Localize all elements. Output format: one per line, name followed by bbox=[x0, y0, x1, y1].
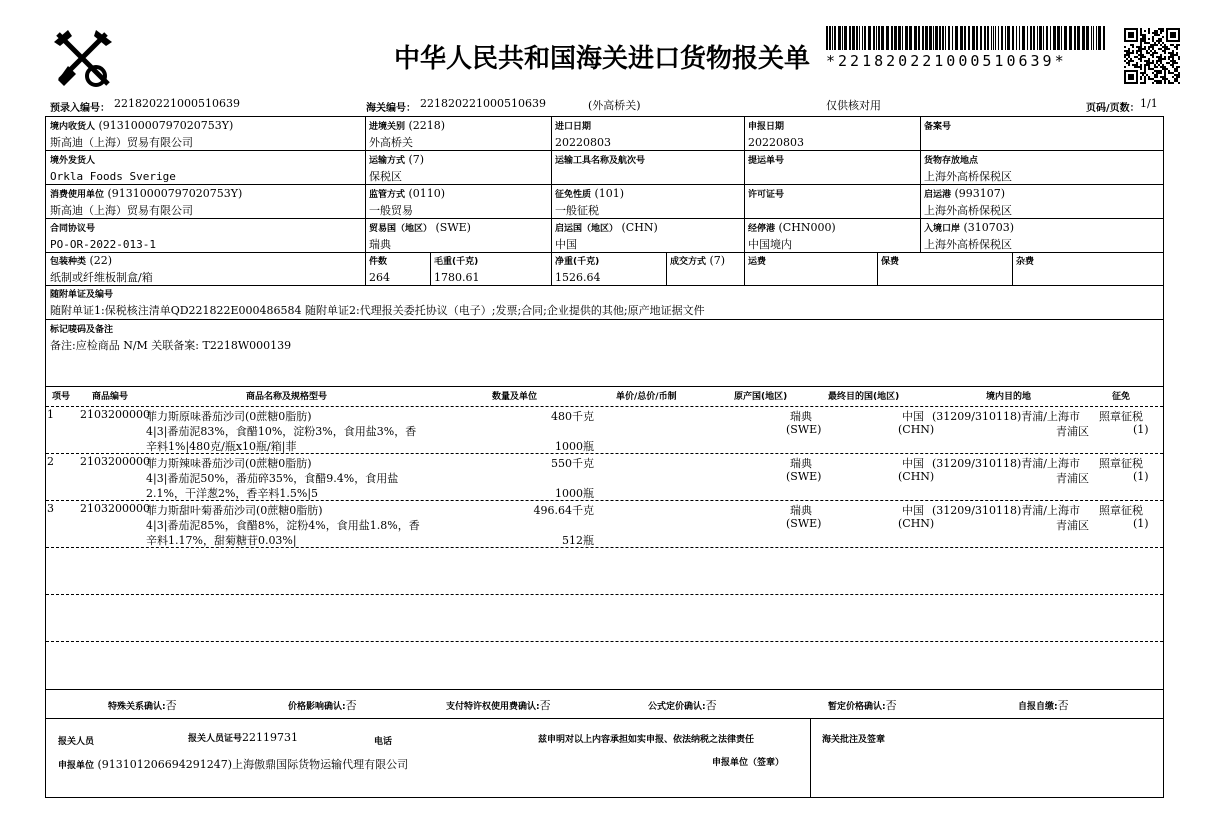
goods-row-qty: 496.64千克 bbox=[533, 504, 594, 517]
goods-row-dest: 中国 bbox=[902, 410, 924, 423]
barcode bbox=[826, 26, 1106, 50]
declarer-seal-label: 申报单位（签章） bbox=[712, 758, 785, 768]
vessel-label: 运输工具名称及航次号 bbox=[555, 156, 646, 166]
goods-header-dest: 最终目的国(地区) bbox=[828, 392, 900, 402]
customs-place: (外高桥关) bbox=[588, 99, 641, 112]
gross-value: 1780.61 bbox=[434, 271, 480, 284]
goods-row-dest: 中国 bbox=[902, 504, 924, 517]
trade-country-name: 瑞典 bbox=[369, 238, 391, 251]
goods-header-qty: 数量及单位 bbox=[492, 392, 538, 402]
insurance-label: 保费 bbox=[881, 257, 900, 267]
port-code: (2218) bbox=[408, 119, 446, 132]
goods-header-price: 单价/总价/币制 bbox=[616, 392, 677, 402]
goods-row-name: 菲力斯辣味番茄沙司(0蔗糖0脂肪) bbox=[146, 457, 312, 470]
origin-country-code: (CHN) bbox=[621, 221, 658, 234]
pack-name: 纸制或纤维板制盒/箱 bbox=[50, 271, 153, 284]
entry-port-label: 入境口岸 bbox=[924, 224, 961, 234]
goods-row-qty2: 1000瓶 bbox=[555, 440, 594, 453]
goods-row-domestic-district: 青浦区 bbox=[1056, 472, 1089, 485]
docs-value: 随附单证1:保税核注清单QD221822E000486584 随附单证2:代理报关委托协议（电子）;发票;合同;企业提供的其他;原产地证据文件 bbox=[50, 304, 705, 317]
goods-row-origin-code: (SWE) bbox=[786, 423, 822, 436]
barcode-text: *221820221000510639* bbox=[826, 52, 1067, 70]
confirm-special-relation: 特殊关系确认:否 bbox=[108, 699, 177, 712]
goods-row-origin-code: (SWE) bbox=[786, 470, 822, 483]
shipper-label: 境外发货人 bbox=[50, 156, 96, 166]
deal-label: 成交方式 bbox=[670, 257, 707, 267]
pieces-value: 264 bbox=[369, 271, 390, 284]
goods-row-dest-code: (CHN) bbox=[898, 470, 935, 483]
transport-name: 保税区 bbox=[369, 170, 402, 183]
goods-row-dest-code: (CHN) bbox=[898, 423, 935, 436]
shipper-name: Orkla Foods Sverige bbox=[50, 170, 176, 183]
declare-date-label: 申报日期 bbox=[748, 122, 785, 132]
consignee-label: 境内收货人 bbox=[50, 122, 96, 132]
goods-row-origin: 瑞典 bbox=[790, 504, 812, 517]
entry-port-name: 上海外高桥保税区 bbox=[924, 238, 1012, 251]
import-date: 20220803 bbox=[555, 136, 611, 149]
goods-row-levy: 照章征税 bbox=[1099, 504, 1143, 517]
license-label: 许可证号 bbox=[748, 190, 785, 200]
customs-no-label: 海关编号： bbox=[366, 103, 416, 114]
marks-label: 标记唛码及备注 bbox=[50, 325, 114, 335]
pieces-label: 件数 bbox=[369, 257, 388, 267]
entry-port-code: (310703) bbox=[963, 221, 1015, 234]
goods-row-spec-cont: 2.1%，干洋葱2%，香辛料1.5%|5 bbox=[146, 487, 319, 500]
goods-row-qty: 480千克 bbox=[551, 410, 594, 423]
goods-header-domestic: 境内目的地 bbox=[986, 392, 1032, 402]
confirm-price-impact: 价格影响确认:否 bbox=[288, 699, 357, 712]
levy-name: 一般征税 bbox=[555, 204, 599, 217]
declarant-label: 报关人员 bbox=[58, 737, 95, 747]
trade-country-code: (SWE) bbox=[435, 221, 471, 234]
supervision-code: (0110) bbox=[408, 187, 446, 200]
goods-row-spec-cont: 辛料1%|480克/瓶x10瓶/箱|菲 bbox=[146, 440, 297, 453]
pack-label: 包装种类 bbox=[50, 257, 87, 267]
page-value: 1/1 bbox=[1140, 97, 1158, 110]
misc-label: 杂费 bbox=[1016, 257, 1035, 267]
goods-header-origin: 原产国(地区) bbox=[734, 392, 788, 402]
goods-row-dest: 中国 bbox=[902, 457, 924, 470]
form-title: 中华人民共和国海关进口货物报关单 bbox=[394, 44, 811, 74]
goods-row-levy-code: (1) bbox=[1133, 517, 1149, 530]
phone-label: 电话 bbox=[374, 737, 393, 747]
user-code: (91310000797020753Y) bbox=[107, 187, 243, 200]
port-label: 进境关别 bbox=[369, 122, 406, 132]
transport-code: (7) bbox=[408, 153, 425, 166]
levy-label: 征免性质 bbox=[555, 190, 592, 200]
net-label: 净重(千克) bbox=[555, 257, 600, 267]
verify-only-note: 仅供核对用 bbox=[826, 99, 881, 112]
import-date-label: 进口日期 bbox=[555, 122, 592, 132]
net-value: 1526.64 bbox=[555, 271, 601, 284]
declarer-unit: 申报单位 (913101206694291247)上海傲鼎国际货物运输代理有限公司 bbox=[58, 758, 409, 771]
pack-code: (22) bbox=[89, 254, 113, 267]
transit-code: (CHN000) bbox=[778, 221, 836, 234]
goods-row-levy-code: (1) bbox=[1133, 423, 1149, 436]
transit-label: 经停港 bbox=[748, 224, 776, 234]
storage-label: 货物存放地点 bbox=[924, 156, 979, 166]
goods-row-dest-code: (CHN) bbox=[898, 517, 935, 530]
storage-value: 上海外高桥保税区 bbox=[924, 170, 1012, 183]
confirm-provisional-price: 暂定价格确认:否 bbox=[828, 699, 897, 712]
goods-row-spec: 4|3|番茄泥83%，食醋10%，淀粉3%，食用盐3%，香 bbox=[146, 425, 417, 438]
pre-entry-value: 221820221000510639 bbox=[114, 97, 240, 110]
goods-row-origin-code: (SWE) bbox=[786, 517, 822, 530]
origin-country-name: 中国 bbox=[555, 238, 577, 251]
transit-name: 中国境内 bbox=[748, 238, 792, 251]
confirm-self-declare: 自报自缴:否 bbox=[1018, 699, 1069, 712]
consignee-name: 斯高迪（上海）贸易有限公司 bbox=[50, 136, 193, 149]
qr-code bbox=[1124, 28, 1180, 84]
goods-row-origin: 瑞典 bbox=[790, 410, 812, 423]
goods-row-name: 菲力斯原味番茄沙司(0蔗糖0脂肪) bbox=[146, 410, 312, 423]
goods-row-code: 2103200000 bbox=[80, 455, 150, 468]
pre-entry-label: 预录入编号： bbox=[50, 103, 110, 114]
deal-code: (7) bbox=[709, 254, 726, 267]
consignee-code: (91310000797020753Y) bbox=[98, 119, 234, 132]
goods-row-code: 2103200000 bbox=[80, 502, 150, 515]
goods-row-qty2: 512瓶 bbox=[562, 534, 594, 547]
customs-emblem-logo bbox=[50, 28, 114, 90]
departure-label: 启运港 bbox=[924, 190, 952, 200]
contract-label: 合同协议号 bbox=[50, 224, 96, 234]
contract-value: PO-OR-2022-013-1 bbox=[50, 238, 156, 251]
docs-label: 随附单证及编号 bbox=[50, 290, 114, 300]
goods-header-name: 商品名称及规格型号 bbox=[246, 392, 328, 402]
goods-row-qty: 550千克 bbox=[551, 457, 594, 470]
goods-row-spec-cont: 辛料1.17%，甜菊糖苷0.03%| bbox=[146, 534, 297, 547]
levy-code: (101) bbox=[594, 187, 625, 200]
supervision-label: 监管方式 bbox=[369, 190, 406, 200]
goods-row-spec: 4|3|番茄泥50%，番茄碎35%，食醋9.4%，食用盐 bbox=[146, 472, 399, 485]
customs-sign-label: 海关批注及签章 bbox=[822, 735, 886, 745]
goods-header-levy: 征免 bbox=[1112, 392, 1131, 402]
customs-no-value: 221820221000510639 bbox=[420, 97, 546, 110]
bl-label: 提运单号 bbox=[748, 156, 785, 166]
declare-date: 20220803 bbox=[748, 136, 804, 149]
page-label: 页码/页数： bbox=[1086, 103, 1140, 114]
goods-row-origin: 瑞典 bbox=[790, 457, 812, 470]
goods-row-spec: 4|3|番茄泥85%，食醋8%，淀粉4%，食用盐1.8%，香 bbox=[146, 519, 420, 532]
record-no-label: 备案号 bbox=[924, 122, 952, 132]
goods-row-no: 3 bbox=[47, 502, 54, 515]
goods-row-levy: 照章征税 bbox=[1099, 457, 1143, 470]
legal-statement: 兹申明对以上内容承担如实申报、依法纳税之法律责任 bbox=[538, 735, 755, 745]
departure-name: 上海外高桥保税区 bbox=[924, 204, 1012, 217]
confirm-formula-pricing: 公式定价确认:否 bbox=[648, 699, 717, 712]
goods-row-domestic: (31209/310118)青浦/上海市 bbox=[932, 410, 1080, 423]
goods-row-domestic: (31209/310118)青浦/上海市 bbox=[932, 504, 1080, 517]
goods-row-no: 2 bbox=[47, 455, 54, 468]
goods-row-domestic-district: 青浦区 bbox=[1056, 519, 1089, 532]
goods-row-code: 2103200000 bbox=[80, 408, 150, 421]
goods-row-qty2: 1000瓶 bbox=[555, 487, 594, 500]
user-name: 斯高迪（上海）贸易有限公司 bbox=[50, 204, 193, 217]
port-name: 外高桥关 bbox=[369, 136, 413, 149]
goods-row-levy: 照章征税 bbox=[1099, 410, 1143, 423]
goods-row-levy-code: (1) bbox=[1133, 470, 1149, 483]
goods-row-name: 菲力斯甜叶菊番茄沙司(0蔗糖0脂肪) bbox=[146, 504, 323, 517]
goods-row-no: 1 bbox=[47, 408, 54, 421]
confirm-royalty: 支付特许权使用费确认:否 bbox=[446, 699, 551, 712]
freight-label: 运费 bbox=[748, 257, 767, 267]
trade-country-label: 贸易国（地区） bbox=[369, 224, 433, 234]
declarant-cert: 报关人员证号22119731 bbox=[188, 731, 299, 744]
marks-value: 备注:应检商品 N/M 关联备案: T2218W000139 bbox=[50, 339, 292, 352]
gross-label: 毛重(千克) bbox=[434, 257, 479, 267]
user-label: 消费使用单位 bbox=[50, 190, 105, 200]
origin-country-label: 启运国（地区） bbox=[555, 224, 619, 234]
goods-header-no: 项号 bbox=[52, 392, 71, 402]
supervision-name: 一般贸易 bbox=[369, 204, 413, 217]
goods-row-domestic: (31209/310118)青浦/上海市 bbox=[932, 457, 1080, 470]
goods-header-code: 商品编号 bbox=[92, 392, 129, 402]
transport-label: 运输方式 bbox=[369, 156, 406, 166]
departure-code: (993107) bbox=[954, 187, 1006, 200]
goods-row-domestic-district: 青浦区 bbox=[1056, 425, 1089, 438]
